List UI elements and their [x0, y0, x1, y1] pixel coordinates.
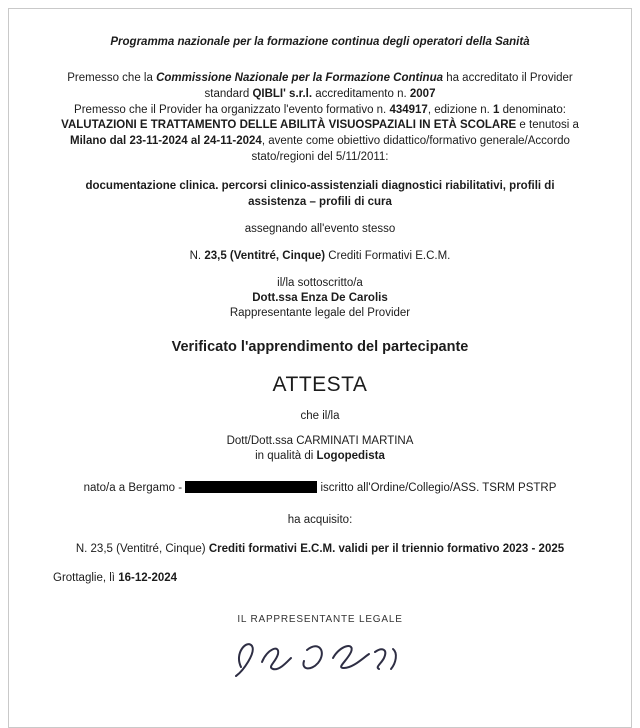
credits-validity-line: N. 23,5 (Ventitré, Cinque) Crediti formativi E.C.M. validi per il triennio formativo 2023 - 2025 — [75, 542, 565, 555]
certificate-page — [8, 8, 632, 728]
legal-representative-label: IL RAPPRESENTANTE LEGALE — [237, 614, 403, 626]
participant-group — [53, 434, 587, 464]
acquired-text: ha acquisito: — [287, 513, 353, 526]
place-date-line: Grottaglie, lì 16-12-2024 — [53, 571, 178, 584]
premise-text: Premesso che la — [67, 71, 157, 84]
didactic-objective: documentazione clinica. percorsi clinico-assistenziali diagnostici riabilitativi, profili di assistenza – profili di cura — [85, 180, 555, 208]
participant-quality: in qualità di Logopedista — [255, 450, 385, 463]
accreditation-number: 2007 — [409, 87, 436, 100]
credits-value: 23,5 (Ventitré, Cinque) — [204, 249, 326, 262]
assigning-text: assegnando all'evento stesso — [244, 222, 396, 235]
credits-validity: Crediti formativi E.C.M. validi per il triennio formativo 2023 - 2025 — [208, 542, 565, 555]
birth-line: nato/a a Bergamo - iscritto all'Ordine/Collegio/ASS. TSRM PSTRP — [83, 481, 557, 494]
edition-number: 1 — [493, 103, 500, 116]
attesta-title: ATTESTA — [272, 373, 368, 397]
premise-paragraph: Premesso che la Commissione Nazionale per la Formazione Continua ha accreditato il Provider standard QIBLI' s.r.l. accreditamento n. 2007 Premesso che il Provider ha organizzato l'evento formativo n. 434917, edizione n. 1 denominato: VALUTAZIONI E TRATTAMENTO DELLE ABILITÀ VISUOSPAZIALI IN ETÀ SCOLARE e tenutosi a Milano dal 23-11-2024 al 24-11-2024, avente come obiettivo didattico/formativo generale/Accordo stato/regioni del 5/11/2011: — [61, 71, 579, 164]
profession: Logopedista — [316, 450, 385, 463]
verified-statement: Verificato l'apprendimento del partecipante — [171, 339, 469, 356]
issue-date: 16-12-2024 — [118, 571, 178, 584]
credits-line: N. 23,5 (Ventitré, Cinque) Crediti Formativi E.C.M. — [189, 249, 451, 262]
provider-name: QIBLI' s.r.l. — [252, 87, 313, 100]
event-title: VALUTAZIONI E TRATTAMENTO DELLE ABILITÀ VISUOSPAZIALI IN ETÀ SCOLARE — [61, 119, 517, 132]
signer-role: Rappresentante legale del Provider — [229, 307, 411, 320]
event-location-dates: Milano dal 23-11-2024 al 24-11-2024 — [70, 135, 262, 148]
signer-group — [53, 276, 587, 321]
event-number: 434917 — [389, 103, 428, 116]
signature-image — [225, 631, 415, 685]
certificate-header: Programma nazionale per la formazione continua degli operatori della Sanità — [110, 36, 530, 48]
commission-name: Commissione Nazionale per la Formazione Continua — [156, 71, 443, 84]
participant-name: Dott/Dott.ssa CARMINATI MARTINA — [226, 435, 414, 448]
undersigned-text: il/la sottoscritto/a — [277, 277, 363, 290]
that-text: che il/la — [300, 410, 340, 423]
redaction-box — [185, 481, 317, 493]
signer-name: Dott.ssa Enza De Carolis — [252, 292, 388, 305]
signature-area — [53, 631, 587, 690]
